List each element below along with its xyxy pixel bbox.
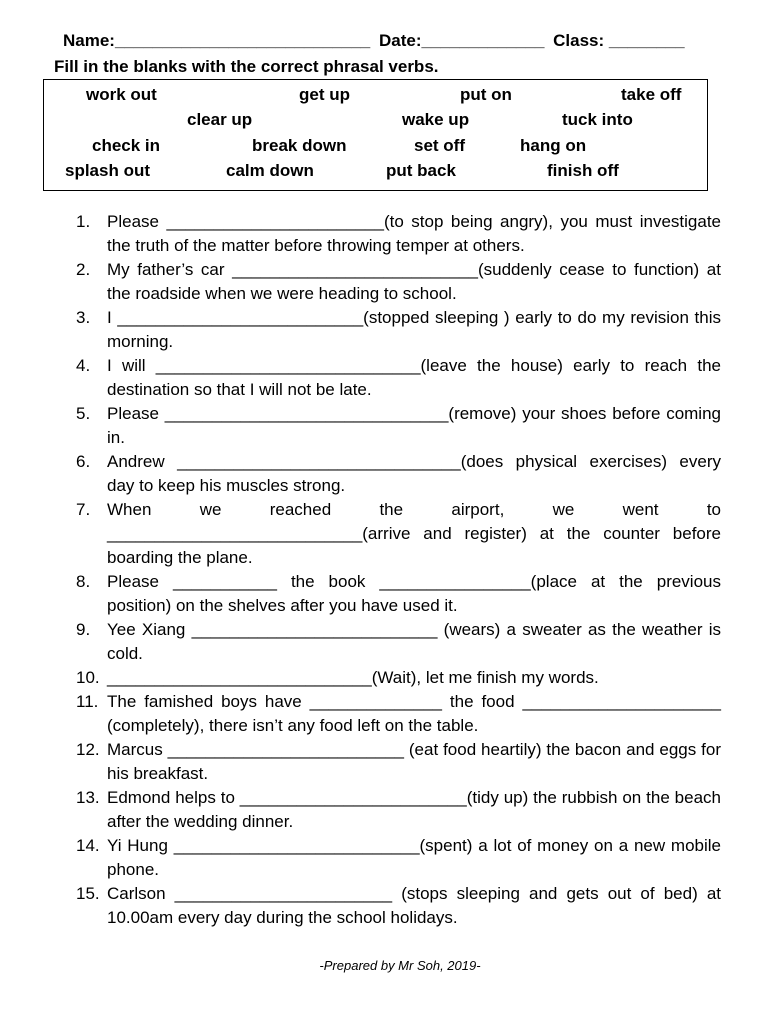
question-item <box>76 738 721 786</box>
question-number: 2. <box>76 260 91 279</box>
question-text: Yi Hung __________________________(spent) a lot of money on a new mobile phone. <box>107 836 721 879</box>
question-item <box>76 258 721 306</box>
word-bank-item: put back <box>386 161 456 180</box>
question-number: 10. <box>76 668 100 687</box>
question-item <box>76 618 721 666</box>
word-bank-item: check in <box>92 136 161 155</box>
question-text: Yee Xiang __________________________ (wears) a sweater as the weather is cold. <box>107 620 721 663</box>
question-text: When we reached the airport, we went to ___________________________(arrive and register) at the counter before boarding the plane. <box>107 500 721 567</box>
question-item <box>76 354 721 402</box>
question-number: 12. <box>76 740 100 759</box>
date-field: Date:_____________ <box>378 31 545 50</box>
question-number: 15. <box>76 884 100 903</box>
word-bank-item: clear up <box>187 110 253 129</box>
question-item <box>76 666 721 690</box>
question-text: Carlson _______________________ (stops sleeping and gets out of bed) at 10.00am every day during the school holidays. <box>107 884 721 927</box>
word-bank-item: wake up <box>402 110 470 129</box>
question-number: 5. <box>76 404 91 423</box>
question-item <box>76 306 721 354</box>
question-number: 1. <box>76 212 91 231</box>
footer-credit: -Prepared by Mr Soh, 2019- <box>319 958 481 973</box>
question-text: ____________________________(Wait), let me finish my words. <box>107 668 599 687</box>
question-item <box>76 786 721 834</box>
word-bank-item: splash out <box>65 161 151 180</box>
question-item <box>76 570 721 618</box>
question-item <box>76 450 721 498</box>
question-item <box>76 498 721 570</box>
word-bank-item: get up <box>299 85 350 104</box>
word-bank-item: hang on <box>520 136 587 155</box>
question-number: 8. <box>76 572 91 591</box>
word-bank-item: put on <box>460 85 512 104</box>
question-number: 3. <box>76 308 91 327</box>
question-text: Marcus _________________________ (eat food heartily) the bacon and eggs for his breakfast. <box>107 740 721 783</box>
name-field: Name:___________________________ <box>63 31 371 50</box>
question-number: 6. <box>76 452 91 471</box>
question-item <box>76 210 721 258</box>
word-bank-item: work out <box>86 85 157 104</box>
question-number: 4. <box>76 356 91 375</box>
class-field: Class: ________ <box>553 31 685 50</box>
question-text: Edmond helps to ________________________(tidy up) the rubbish on the beach after the wedding dinner. <box>107 788 721 831</box>
question-list <box>76 210 721 930</box>
word-bank-item: break down <box>252 136 347 155</box>
instruction: Fill in the blanks with the correct phrasal verbs. <box>54 57 439 76</box>
question-text: Please ___________ the book ________________(place at the previous position) on the shelves after you have used it. <box>107 572 721 615</box>
question-text: The famished boys have ______________ the food _____________________ (completely), there isn’t any food left on the table. <box>107 692 721 735</box>
word-bank-item: take off <box>621 85 682 104</box>
question-item <box>76 690 721 738</box>
question-text: Please _______________________(to stop being angry), you must investigate the truth of the matter before throwing temper at others. <box>107 212 721 255</box>
header-line <box>63 31 689 51</box>
question-number: 13. <box>76 788 100 807</box>
question-item <box>76 834 721 882</box>
question-number: 7. <box>76 500 91 519</box>
word-bank-item: set off <box>414 136 465 155</box>
question-text: Andrew ______________________________(does physical exercises) every day to keep his muscles strong. <box>107 452 721 495</box>
question-item <box>76 882 721 930</box>
question-number: 11. <box>76 692 99 711</box>
word-bank <box>43 79 708 191</box>
question-text: I will ____________________________(leave the house) early to reach the destination so that I will not be late. <box>107 356 721 399</box>
question-number: 9. <box>76 620 91 639</box>
question-text: My father’s car __________________________(suddenly cease to function) at the roadside when we were heading to school. <box>107 260 721 303</box>
question-item <box>76 402 721 450</box>
word-bank-item: finish off <box>547 161 619 180</box>
question-text: I __________________________(stopped sleeping ) early to do my revision this morning. <box>107 308 721 351</box>
question-number: 14. <box>76 836 100 855</box>
word-bank-item: calm down <box>226 161 314 180</box>
question-text: Please ______________________________(remove) your shoes before coming in. <box>107 404 721 447</box>
word-bank-item: tuck into <box>562 110 633 129</box>
